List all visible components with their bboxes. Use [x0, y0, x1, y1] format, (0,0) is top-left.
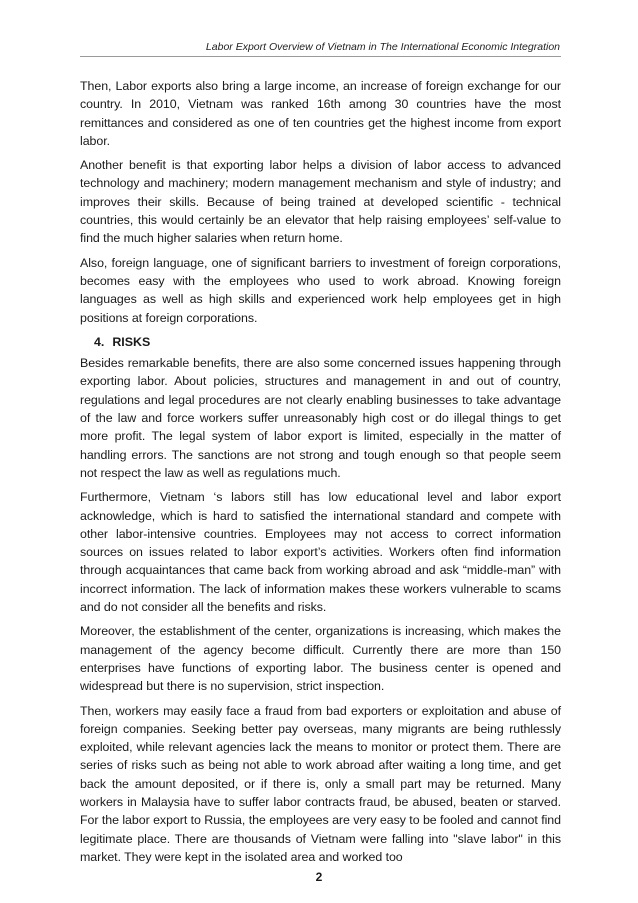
- paragraph: Also, foreign language, one of significant barriers to investment of foreign corporations, becomes easy with the employees who used to work abroad. Knowing foreign languages as well as high skills and experienced work help employees get in high positions at foreign corporations.: [80, 255, 561, 325]
- running-header: Labor Export Overview of Vietnam in The International Economic Integration: [205, 41, 560, 53]
- paragraph: Besides remarkable benefits, there are also some concerned issues happening through exporting labor. About policies, structures and management in and out of country, regulations and legal procedures are not clearly enabling businesses to take advantage of the law and force workers suffer unreasonably high cost or do illegal things to get more profit. The legal system of labor export is limited, especially in the matter of handling errors. The sanctions are not strong and tough enough so that people seem not respect the law as well as regulations much.: [80, 356, 561, 480]
- header-divider: [80, 56, 561, 57]
- paragraph: Then, workers may easily face a fraud from bad exporters or exploitation and abuse of foreign companies. Seeking better pay overseas, many migrants are being ruthlessly exploited, while relevant agencies lack the means to monitor or protect them. There are series of risks such as being not able to work abroad after waiting a long time, and get back the amount deposited, or if there is, only a small part may be returned. Many workers in Malaysia have to suffer labor contracts fraud, be abused, beaten or starved. For the labor export to Russia, the employees are very easy to be fooled and cannot find legitimate place. There are thousands of Vietnam were falling into "slave labor" in this market. They were kept in the isolated area and worked too: [80, 703, 561, 864]
- section-number: 4.: [94, 334, 105, 349]
- section-title: RISKS: [112, 334, 151, 349]
- body-text: [80, 77, 561, 872]
- page-number: 2: [315, 870, 323, 884]
- paragraph: Then, Labor exports also bring a large income, an increase of foreign exchange for our country. In 2010, Vietnam was ranked 16th among 30 countries have the most remittances and considered as one of ten countries get the highest income from export labor.: [80, 79, 561, 148]
- section-heading-risks: [80, 333, 561, 351]
- paragraph: Moreover, the establishment of the center, organizations is increasing, which makes the management of the agency become difficult. Currently there are more than 150 enterprises have functions of exporting labor. The business center is opened and widespread but there is no supervision, strict inspection.: [80, 624, 561, 694]
- paragraph: Another benefit is that exporting labor helps a division of labor access to advanced technology and machinery; modern management mechanism and style of industry; and improves their skills. Because of being trained at developed scientific - technical countries, this would certainly be an elevator that help raising employees’ self-value to find the much higher salaries when return home.: [80, 158, 561, 246]
- paragraph: Furthermore, Vietnam ‘s labors still has low educational level and labor export acknowledge, which is hard to satisfied the international standard and compete with other labor-intensive countries. Employees may not access to correct information sources on issues related to labor export’s activities. Workers often find information through acquaintances that came back from working abroad and ask “middle-man” with incorrect information. The lack of information makes these workers vulnerable to scams and do not consider all the benefits and risks.: [80, 490, 561, 615]
